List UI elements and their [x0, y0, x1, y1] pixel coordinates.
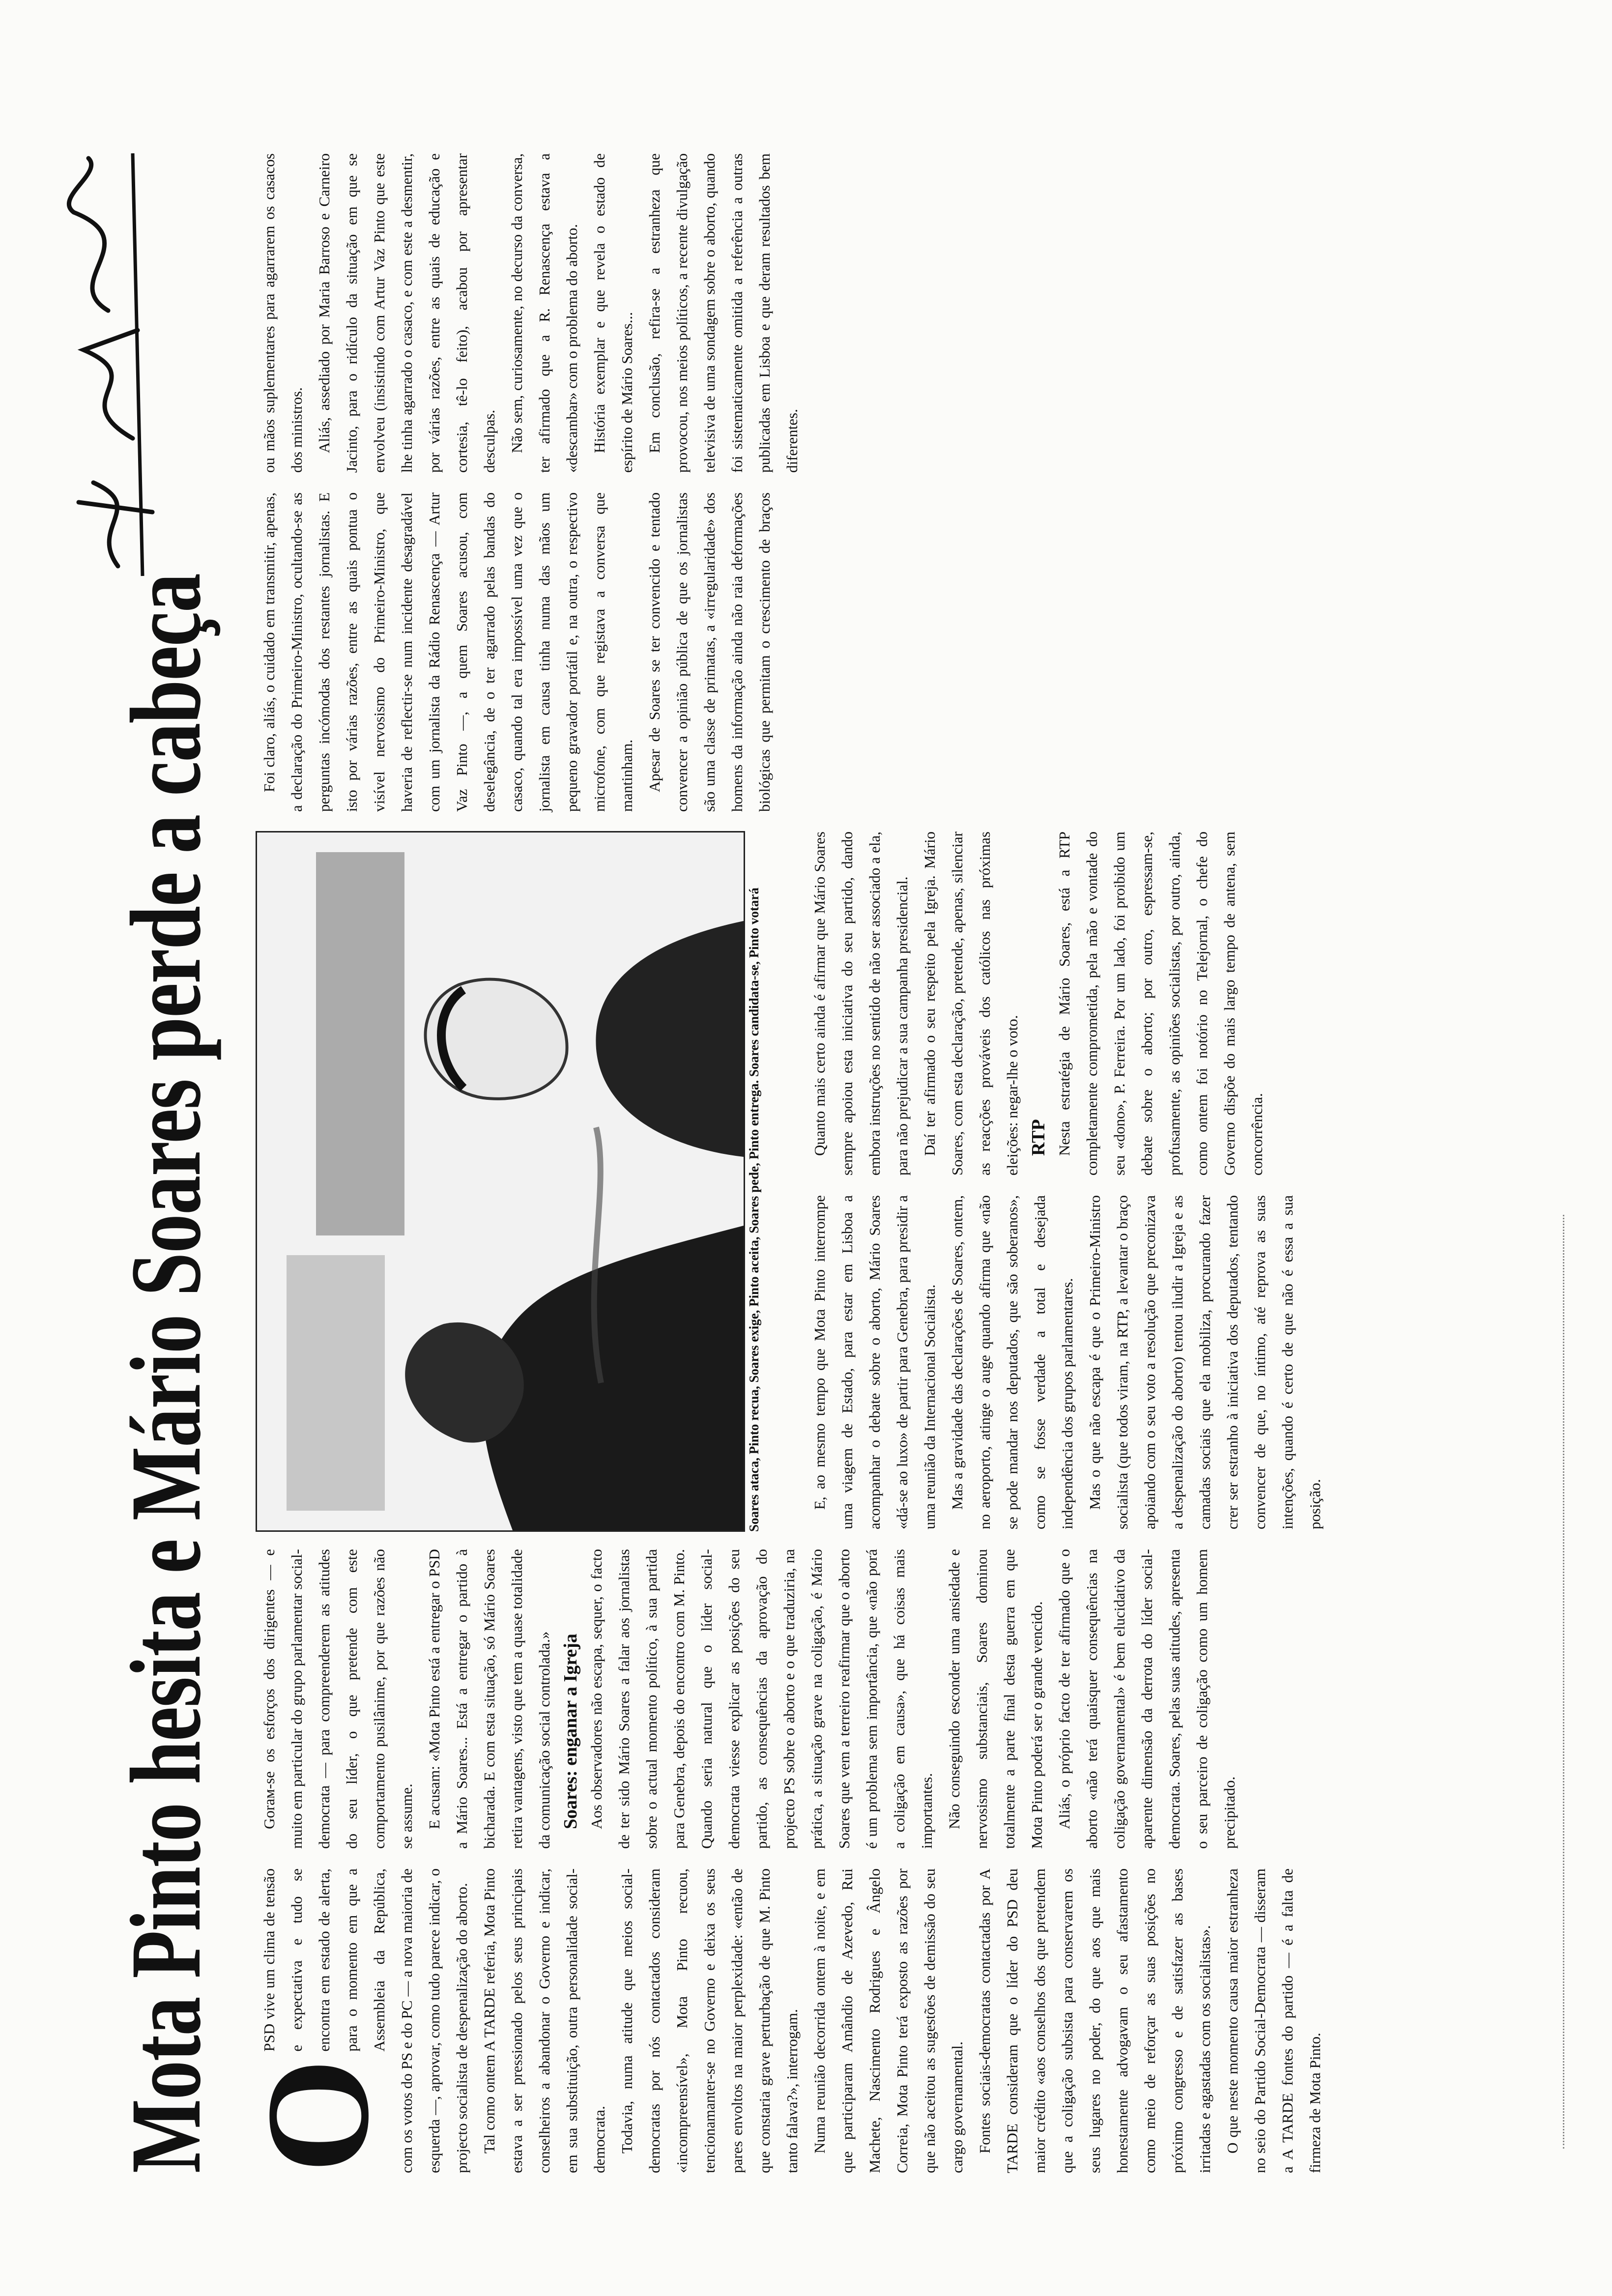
subhead-soares: Soares: enganar a Igreja — [560, 1634, 581, 1829]
photo-soares-pinto — [256, 831, 745, 1532]
paragraph: Todavia, numa atitude que meios social-democratas por nós contactados consideram «incompreensível», Mota Pinto recuou, tencionamanter-se no Governo e deixa os seus pares envoltos na maior perplexidade: «então de que constaria grave perturbação de que M. Pinto tanto falava?», interrogam. — [618, 1868, 801, 2173]
column-4 — [806, 832, 1271, 1176]
paragraph: O que neste momento causa maior estranheza no seio do Partido Social-Democrata — disseram a A TARDE fontes do partido — é a falta de firmeza de Mota Pinto. — [1224, 1868, 1324, 2173]
column-1 — [236, 1868, 1329, 2173]
headline: Mota Pinto hesita e Mário Soares perde a cabeça — [110, 574, 222, 2173]
paragraph: Não conseguindo esconder uma ansiedade e nervosismo substanciais, Soares dominou totalmente a parte final desta guerra em que Mota Pinto poderá ser o grande vencido. — [946, 1549, 1045, 1849]
photo-image — [257, 832, 744, 1530]
divider — [1563, 1215, 1564, 2149]
column-5 — [256, 153, 1533, 812]
paragraph: Nesta estratégia de Mário Soares, está a RTP completamente comprometida, pela mão e vontade do seu «dono», P. Ferreira. Por um lado, foi proibido um debate sobre o aborto; por outro, espressam-se, profusamente, as opiniões socialistas, por outro, ainda, como ontem foi notório no Telejornal, o chefe do Governo dispõe do mais largo tempo de antena, sem concorrência. — [1056, 832, 1266, 1176]
drop-cap: O — [236, 2058, 399, 2173]
paragraph: Gorам-se os esforços dos dirigentes — e muito em particular do grupo parlamentar social-democrata — para compreenderem as atitudes do seu líder, o que pretende com este comportamento pusilânime, por que razões não se assume. — [260, 1549, 415, 1849]
paragraph: Fontes sociais-democratas contactadas por A TARDE consideram que o líder do PSD deu maior crédito «aos conselhos dos que pretendem que a coligação subsista para conservarem os seus lugares no poder, do que aos que mais honestamente advogavam o seu afastamento como meio de reforçar as suas posições no próximo congresso e de satisfazer as bases irritadas e agastadas com os socialistas». — [976, 1868, 1213, 2173]
paragraph: Mas o que não escapa é que o Primeiro-Ministro socialista (que todos viram, na RTP, a levantar o braço apoiando com o seu voto a resolução que preconizava a despenalização do aborto) tentou iludir a Igreja e as camadas sociais que ela mobiliza, procurando fazer crer ser estranho à iniciativa dos deputados, tentando convencer de que, no íntimo, até reprova as suas intenções, quando é certo de que não é essa a sua posição. — [1086, 1195, 1324, 1529]
paragraph: Aliás, o próprio facto de ter afirmado que o aborto «não terá quaisquer consequências na coligação governamental» é bem elucidativo da aparente dimensão da derrota do líder social-democrata. Soares, pelas suas atitudes, apresenta o seu parceiro de coligação como um homem precipitado. — [1056, 1549, 1238, 1849]
paragraph: Numa reunião decorrida ontem à noite, e em que participaram Amândio de Azevedo, Rui Machete, Nascimento Rodrigues e Ângelo Correia, Mota Pinto terá exposto as razões por que não aceitou as sugestões de demissão do seu cargo governamental. — [811, 1868, 966, 2173]
paragraph: História exemplar e que revela o estado de espírito de Mário Soares... — [591, 153, 635, 473]
paragraph: Não sem, curiosamente, no decurso da conversa, ter afirmado que a R. Renascença estava a «descambar» com o problema do aborto. — [508, 153, 580, 473]
paragraph: E acusam: «Mota Pinto está a entregar o PSD a Mário Soares... Está a entregar o partido à bicharada. E com esta situação, só Mário Soares retira vantagens, visto que tem a quase totalidade da comunicação social controlada.» — [426, 1549, 553, 1849]
paragraph: Apesar de Soares se ter convencido e tentado convencer a opinião pública de que os jornalistas são uma classe de primatas, a «irregularidade» dos homens da informação ainda não raia deformações biológicas que permitam o crescimento de braços ou mãos suplementares para agarrarem os casacos dos ministros. — [260, 153, 773, 812]
paragraph: PSD vive um clima de tensão e expectativa e tudo se encontra em estado de alerta, para o momento em que a Assembleia da República, com os votos do PS e do PC — a nova maioria de esquerda —, aprovar, como tudo parece indicar, o projecto socialista de despenalização do aborto. — [260, 1868, 470, 2173]
photo-caption: Soares ataca, Pinto recua, Soares exige, Pinto aceita, Soares pede, Pinto entrega. Soares candidata-se, Pinto votará — [747, 888, 761, 1532]
paragraph: Mas a gravidade das declarações de Soares, ontem, no aeroporto, atinge o auge quando afirma que «não se pode mandar nos deputados, que são soberanos», como se fosse verdade a total e desejada independência dos grupos parlamentares. — [949, 1195, 1076, 1529]
handwritten-annotation — [20, 144, 167, 586]
paragraph: Foi claro, aliás, o cuidado em transmitir, apenas, a declaração do Primeiro-Ministro, ocultando-se as perguntas incómodas dos restantes jornalistas. E isto por várias razões, entre as quais pontua o visível nervosismo do Primeiro-Ministro, que haveria de reflectir-se num incidente desagradável com um jornalista da Rádio Renascença — Artur Vaz Pinto —, a quem Soares acusou, com deselegância, de o ter agarrado pelas bandas do casaco, quando tal era impossível uma vez que o jornalista em causa tinha numa das mãos um pequeno gravador portátil e, na outra, o respectivo microfone, com que registava a conversa que mantinham. — [260, 492, 635, 812]
column-3 — [806, 1195, 1329, 1529]
paragraph: Tal como ontem A TARDE referia, Mota Pinto estava a ser pressionado pelos seus principais conselheiros a abandonar o Governo e indicar, em sua substituição, outra personalidade social-democrata. — [481, 1868, 608, 2173]
paragraph: E, ao mesmo tempo que Mota Pinto interrompe uma viagem de Estado, para estar em Lisboa a acompanhar o debate sobre o aborto, Mário Soares «dá-se ao luxo» de partir para Genebra, para presidir a uma reunião da Internacional Socialista. — [811, 1195, 938, 1529]
paragraph: Aliás, assediado por Maria Barroso e Carneiro Jacinto, para o ridículo da situação em que se envolveu (insistindo com Artur Vaz Pinto que este lhe tinha agarrado o casaco, e com este a desmentir, por várias razões, entre as quais de educação e cortesia, tê-lo feito), acabou por apresentar desculpas. — [316, 153, 498, 473]
paragraph: Quanto mais certo ainda é afirmar que Mário Soares sempre apoiou esta iniciativa do seu partido, dando embora instruções no sentido de não ser associado a ela, para não prejudicar a sua campanha presidencial. — [811, 832, 911, 1176]
column-2 — [256, 1549, 1243, 1849]
paragraph: Em conclusão, refira-se a estranheza que provocou, nos meios políticos, a recente divulgação televisiva de uma sondagem sobre o aborto, quando foi sistematicamente omitida a referência a outras publicadas em Lisboa e que deram resultados bem diferentes. — [646, 153, 801, 473]
paragraph: Aos observadores não escapa, sequer, o facto de ter sido Mário Soares a falar aos jornalistas sobre o actual momento político, à sua partida para Genebra, depois do encontro com M. Pinto. Quando seria natural que o líder social-democrata viesse explicar as posições do seu partido, as consequências da aprovação do projecto PS sobre o aborto e o que traduziria, na prática, a situação grave na coligação, é Mário Soares que vem a terreiro reafirmar que o aborto é um problema sem importância, que «não porá a coligação em causa», que há coisas mais importantes. — [588, 1549, 935, 1849]
subhead-rtp: RTP — [1028, 1119, 1049, 1156]
paragraph: Daí ter afirmado o seu respeito pela Igreja. Mário Soares, com esta declaração, pretende, apenas, silenciar as reacções prováveis dos católicos nas próximas eleições: negar-lhe o voto. — [921, 832, 1021, 1176]
